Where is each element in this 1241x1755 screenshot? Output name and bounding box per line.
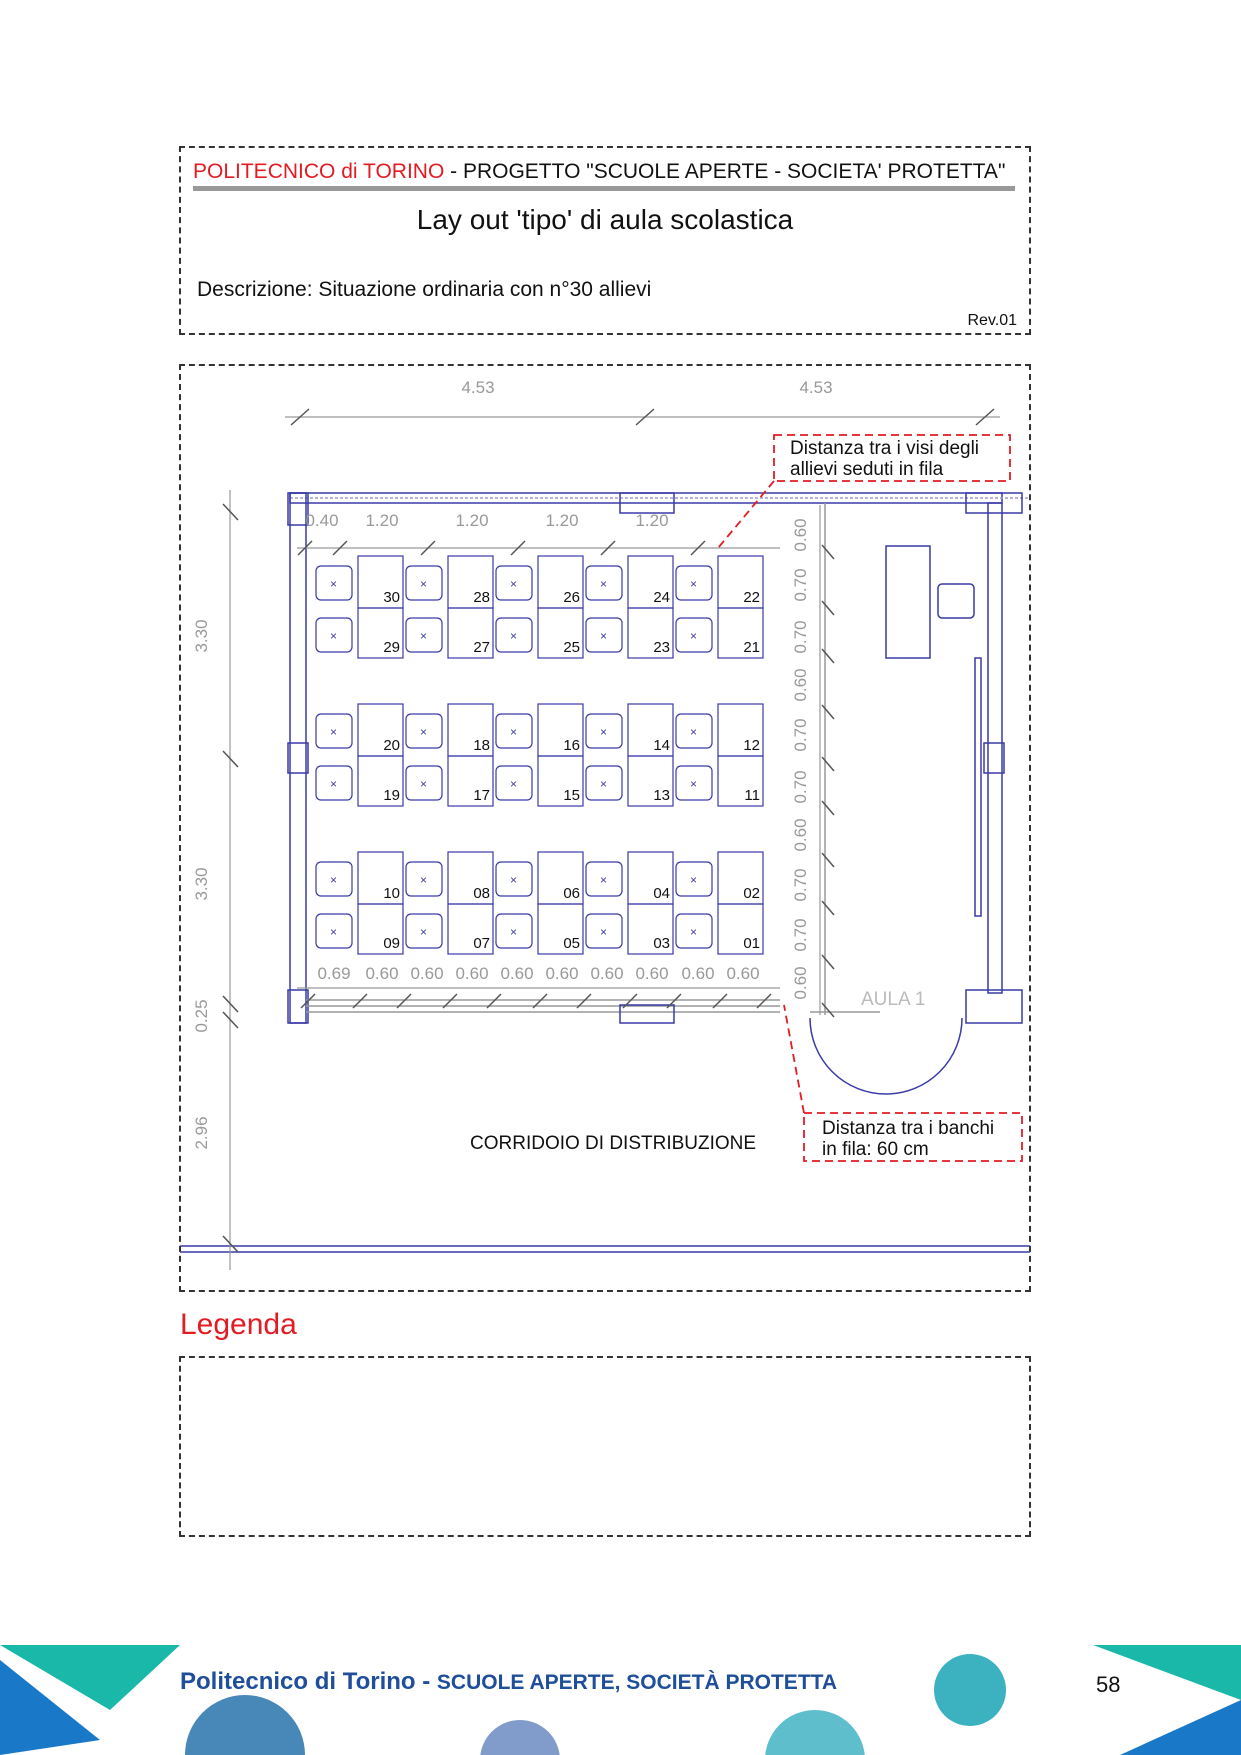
bottom-dim-label: 0.60 [365, 964, 399, 983]
chair-mark: × [510, 725, 518, 739]
right-dim-label: 0.70 [791, 568, 810, 602]
desk-number: 17 [473, 787, 490, 804]
right-dim-label: 0.70 [791, 620, 810, 654]
left-dim-label: 3.30 [192, 619, 211, 653]
left-wall [290, 493, 306, 1023]
footer-right-shape-2 [1120, 1700, 1241, 1755]
right-wall [988, 503, 1002, 993]
bottom-pillar [620, 1005, 674, 1023]
bottom-dim-label: 0.60 [545, 964, 579, 983]
top-dim-label: 4.53 [461, 378, 495, 397]
chair-mark: × [690, 925, 698, 939]
chair-mark: × [600, 777, 608, 791]
footer-brand: Politecnico di Torino - [180, 1668, 437, 1695]
desk-number: 07 [473, 935, 490, 952]
desk-number: 12 [743, 737, 760, 754]
bottom-dim-label: 0.60 [500, 964, 534, 983]
chair-mark: × [420, 873, 428, 887]
callout-faces [718, 435, 1010, 548]
desk-number: 21 [743, 639, 760, 656]
chair-mark: × [600, 725, 608, 739]
desk-number: 06 [563, 885, 580, 902]
desk-number: 11 [744, 787, 760, 804]
institution-name: POLITECNICO di TORINO [193, 160, 445, 183]
callout-desks-line-2: in fila: 60 cm [822, 1139, 929, 1160]
chair-mark: × [330, 925, 338, 939]
chair-mark: × [330, 725, 338, 739]
callout-faces-leader [718, 481, 774, 548]
right-dim-label: 0.70 [791, 918, 810, 952]
bottom-dim-label: 0.60 [455, 964, 489, 983]
callout-faces-line-2: allievi seduti in fila [790, 459, 944, 480]
desk-number: 13 [653, 787, 670, 804]
bottom-dim-label: 0.60 [590, 964, 624, 983]
revision: Rev.01 [967, 312, 1017, 329]
dim-tick [822, 901, 834, 915]
dim-tick [822, 705, 834, 719]
door-arc [810, 1018, 962, 1094]
corridor-label: CORRIDOIO DI DISTRIBUZIONE [470, 1133, 757, 1154]
chair-mark: × [510, 873, 518, 887]
teacher-desk [886, 546, 930, 658]
chair-mark: × [330, 629, 338, 643]
bottom-dim-label: 0.60 [410, 964, 444, 983]
callout-desks-leader [784, 1005, 804, 1113]
dim-tick [822, 853, 834, 867]
chair-mark: × [420, 629, 428, 643]
top-dim-label: 4.53 [799, 378, 833, 397]
footer-graphics [0, 1645, 1241, 1755]
right-pillar-mid [984, 743, 1004, 773]
desk-number: 18 [473, 737, 490, 754]
desk-number: 20 [383, 737, 400, 754]
right-dim-label: 0.70 [791, 868, 810, 902]
chair-mark: × [600, 577, 608, 591]
desk-number: 01 [743, 935, 760, 952]
desk-number: 22 [743, 589, 760, 606]
desk-number: 25 [563, 639, 580, 656]
desk-number: 26 [563, 589, 580, 606]
room-label: AULA 1 [861, 989, 926, 1010]
bottom-dim-label: 0.60 [726, 964, 760, 983]
left-pillar-bottom [288, 990, 308, 1023]
right-pillar-bottom [966, 990, 1022, 1023]
project-name: - PROGETTO "SCUOLE APERTE - SOCIETA' PROTETTA" [444, 160, 1006, 183]
inner-dim-label: 1.20 [365, 511, 399, 530]
virus-icon-right [765, 1710, 865, 1755]
desk-number: 30 [383, 589, 400, 606]
right-dim-label: 0.70 [791, 770, 810, 804]
desk-number: 14 [653, 737, 670, 754]
desk-number: 02 [743, 885, 760, 902]
page-number: 58 [1096, 1672, 1121, 1697]
right-dim-label: 0.60 [791, 518, 810, 552]
teacher-chair [938, 584, 974, 618]
desk-number: 23 [653, 639, 670, 656]
chair-mark: × [330, 577, 338, 591]
chair-mark: × [420, 925, 428, 939]
chair-mark: × [510, 925, 518, 939]
desk-number: 24 [653, 589, 670, 606]
chair-mark: × [600, 629, 608, 643]
chair-mark: × [690, 629, 698, 643]
chair-mark: × [600, 873, 608, 887]
dim-tick [822, 649, 834, 663]
desk-number: 27 [473, 639, 490, 656]
virus-icon [934, 1654, 1006, 1726]
inner-dim-label: 1.20 [635, 511, 669, 530]
chair-mark: × [690, 873, 698, 887]
page-title: Lay out 'tipo' di aula scolastica [416, 204, 794, 235]
left-dim-label: 0.25 [192, 999, 211, 1033]
legend-box [179, 1356, 1031, 1537]
footer-tagline: SCUOLE APERTE, SOCIETÀ PROTETTA [436, 1671, 838, 1694]
inner-dim-label: 1.20 [455, 511, 489, 530]
desk-number: 04 [653, 885, 670, 902]
left-pillar-mid [288, 743, 308, 773]
dim-tick [822, 601, 834, 615]
right-dim-label: 0.70 [791, 718, 810, 752]
desk-number: 16 [563, 737, 580, 754]
desk-number: 08 [473, 885, 490, 902]
callout-desks [784, 1005, 1022, 1161]
right-dim-label: 0.60 [791, 668, 810, 702]
legend-title: Legenda [180, 1308, 297, 1341]
desk-number: 03 [653, 935, 670, 952]
desk-number: 15 [563, 787, 580, 804]
right-dim-label: 0.60 [791, 818, 810, 852]
chair-mark: × [690, 577, 698, 591]
dim-tick [822, 955, 834, 969]
chair-mark: × [330, 777, 338, 791]
virus-icon-left [185, 1695, 305, 1755]
dim-tick [822, 1003, 834, 1017]
desk-number: 09 [383, 935, 400, 952]
left-dim-label: 3.30 [192, 867, 211, 901]
chair-mark: × [510, 777, 518, 791]
dim-tick [822, 801, 834, 815]
bottom-dim-label: 0.60 [635, 964, 669, 983]
callout-desks-line-1: Distanza tra i banchi [822, 1118, 995, 1139]
chair-mark: × [690, 725, 698, 739]
right-dim-label: 0.60 [791, 966, 810, 1000]
virus-icon-center [480, 1720, 560, 1755]
desk-number: 28 [473, 589, 490, 606]
left-dim-label: 2.96 [192, 1116, 211, 1150]
dim-tick [822, 545, 834, 559]
chair-mark: × [510, 629, 518, 643]
chair-mark: × [330, 873, 338, 887]
chair-mark: × [600, 925, 608, 939]
chair-mark: × [420, 577, 428, 591]
chair-mark: × [690, 777, 698, 791]
footer-title [180, 1668, 837, 1696]
bottom-dim-label: 0.60 [681, 964, 715, 983]
callout-faces-line-1: Distanza tra i visi degli [790, 438, 980, 459]
desk-number: 19 [383, 787, 400, 804]
description: Descrizione: Situazione ordinaria con n°30 allievi [197, 278, 652, 301]
inner-dim-label: 1.20 [545, 511, 579, 530]
chair-mark: × [510, 577, 518, 591]
dim-tick [822, 757, 834, 771]
desk-number: 29 [383, 639, 400, 656]
blackboard [975, 658, 981, 916]
desk-number: 05 [563, 935, 580, 952]
chair-mark: × [420, 777, 428, 791]
chair-mark: × [420, 725, 428, 739]
desk-number: 10 [383, 885, 400, 902]
inner-dim-label: 0.40 [305, 511, 339, 530]
bottom-dim-label: 0.69 [317, 964, 351, 983]
